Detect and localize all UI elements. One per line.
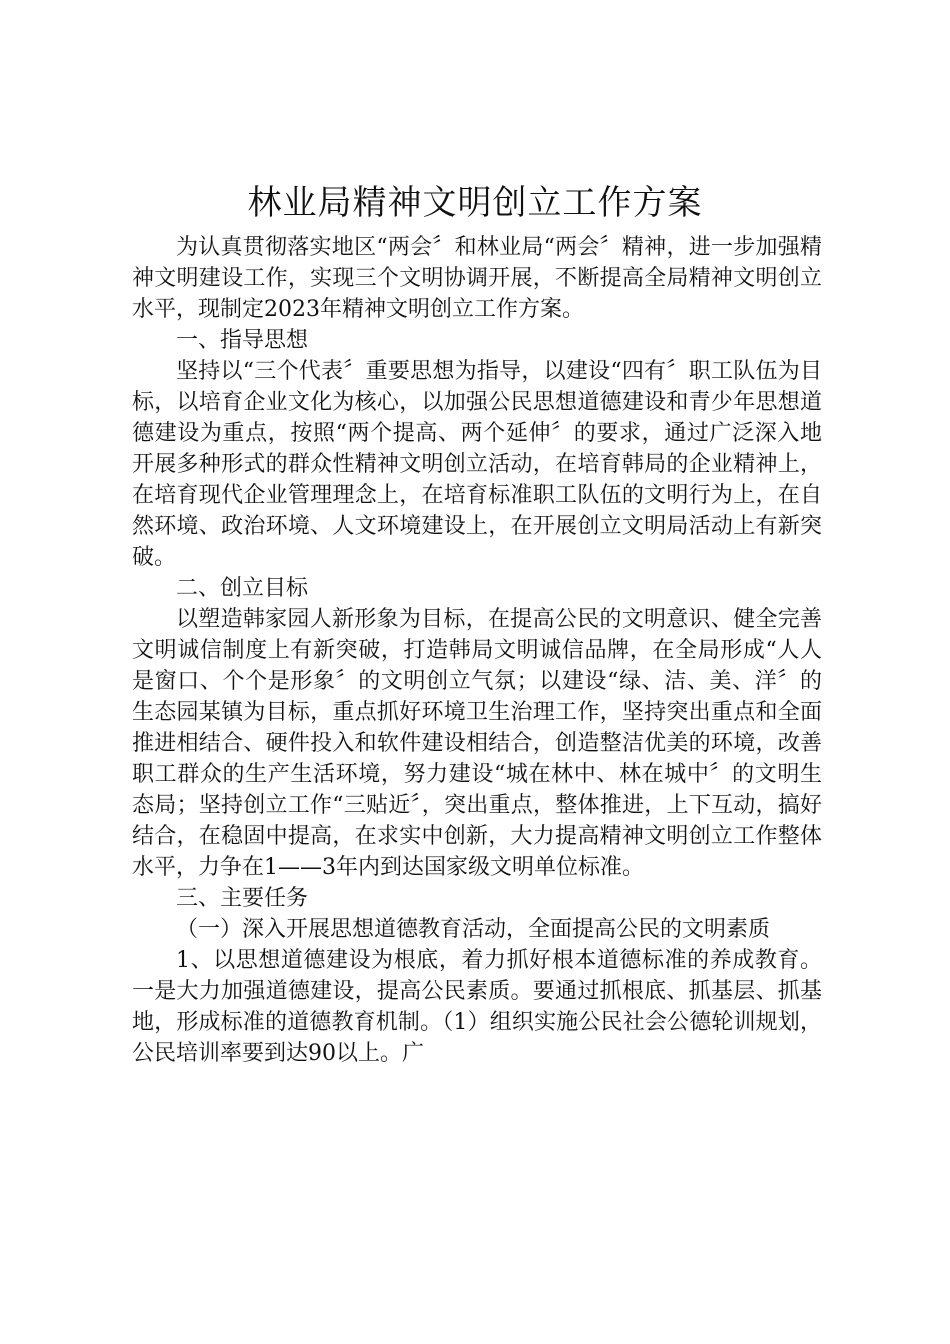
task-paragraph-1: 1、以思想道德建设为根底，着力抓好根本道德标准的养成教育。一是大力加强道德建设，提高公民素质。要通过抓根底、抓基层、抓基地，形成标准的道德教育机制。（1）组织实施公民社会公德轮训规划，公民培训率要到达90以上。广 bbox=[132, 948, 822, 1066]
section-heading-goals: 二、创立目标 bbox=[176, 576, 309, 601]
guiding-ideology-paragraph: 坚持以“三个代表〞重要思想为指导，以建设“四有〞职工队伍为目标，以培育企业文化为核心，以加强公民思想道德建设和青少年思想道德建设为重点，按照“两个提高、两个延伸〞的要求，通过广泛深入地开展多种形式的群众性精神文明创立活动，在培育韩局的企业精神上，在培育现代企业管理理念上，在培育标准职工队伍的文明行为上，在自然环境、政治环境、人文环境建设上，在开展创立文明局活动上有新突破。 bbox=[132, 359, 822, 570]
goals-paragraph: 以塑造韩家园人新形象为目标，在提高公民的文明意识、健全完善文明诚信制度上有新突破，打造韩局文明诚信品牌，在全局形成“人人是窗口、个个是形象〞的文明创立气氛；以建设“绿、洁、美、洋〞的生态园某镇为目标，重点抓好环境卫生治理工作，坚持突出重点和全面推进相结合、硬件投入和软件建设相结合，创造整洁优美的环境，改善职工群众的生产生活环境，努力建设“城在林中、林在城中〞的文明生态局；坚持创立工作“三贴近〞，突出重点，整体推进，上下互动，搞好结合，在稳固中提高，在求实中创新，大力提高精神文明创立工作整体水平，力争在1——3年内到达国家级文明单位标准。 bbox=[132, 607, 822, 880]
document-body bbox=[132, 232, 822, 1069]
subsection-heading-moral-education: （一）深入开展思想道德教育活动，全面提高公民的文明素质 bbox=[176, 917, 771, 942]
intro-paragraph: 为认真贯彻落实地区“两会〞和林业局“两会〞精神，进一步加强精神文明建设工作，实现三个文明协调开展，不断提高全局精神文明创立水平，现制定2023年精神文明创立工作方案。 bbox=[132, 235, 822, 322]
section-heading-main-tasks: 三、主要任务 bbox=[176, 886, 309, 911]
document-title: 林业局精神文明创立工作方案 bbox=[247, 183, 703, 223]
section-heading-guiding-ideology: 一、指导思想 bbox=[176, 328, 309, 353]
